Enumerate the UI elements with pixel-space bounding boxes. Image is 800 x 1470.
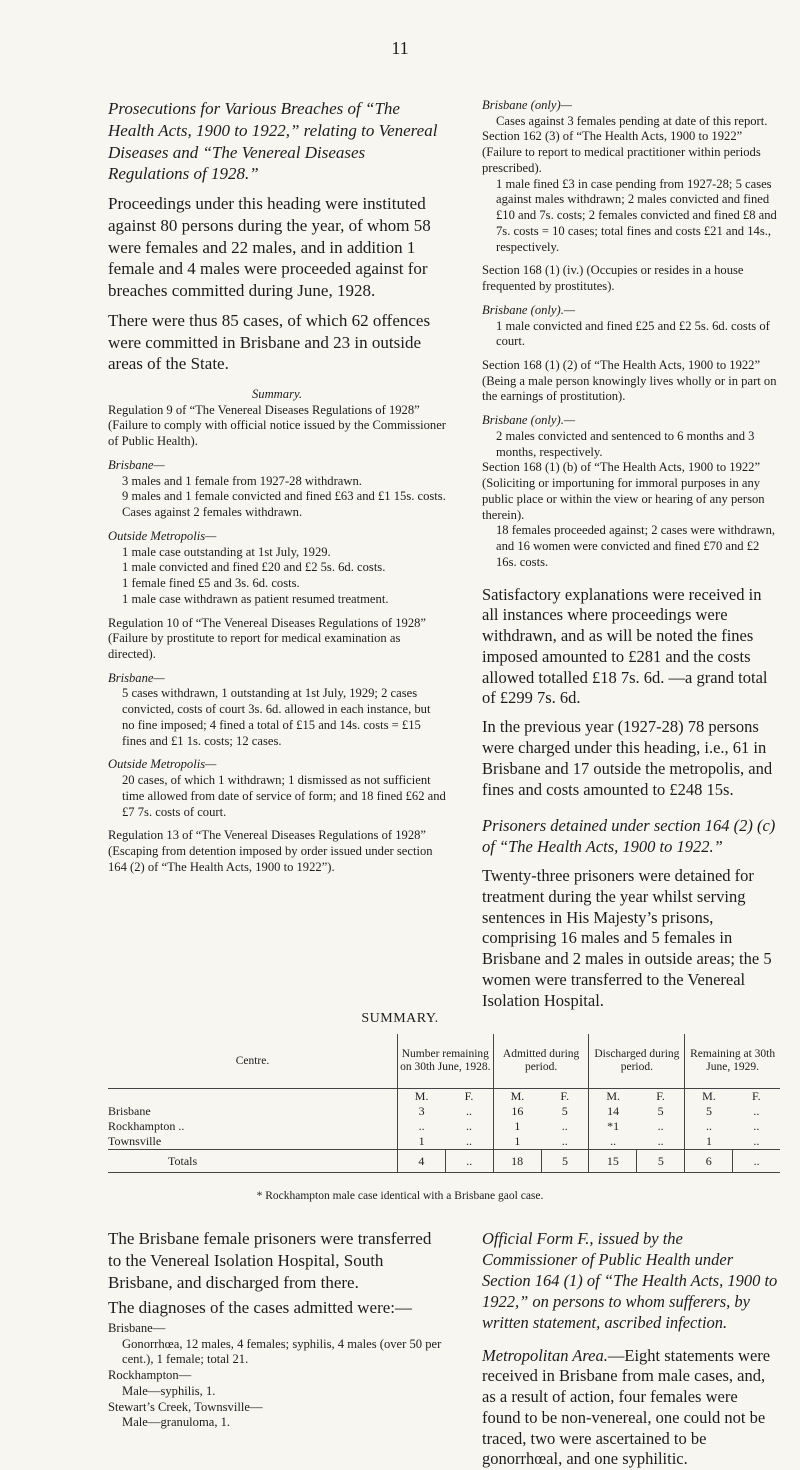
brisbane-only-label: Brisbane (only)—: [482, 98, 572, 112]
list-item: 20 cases, of which 1 withdrawn; 1 dismissed as not sufficient time allowed from date of service of form; and 18 fined £62 and £7 7s. costs of court.: [122, 773, 446, 819]
list-item: 3 males and 1 female from 1927-28 withdrawn.: [122, 473, 362, 488]
table-cell: ..: [657, 1134, 664, 1148]
table-cell: 3: [397, 1104, 445, 1119]
table-totals-row: [108, 1150, 780, 1173]
table-cell: ..: [753, 1134, 760, 1148]
paragraph: The Brisbane female prisoners were transferred to the Venereal Isolation Hospital, South Brisbane, and discharged from there.: [108, 1229, 432, 1292]
list-item: 1 male convicted and fined £25 and £2 5s. 6d. costs of court.: [496, 318, 770, 349]
list-item: 1 male case outstanding at 1st July, 1929.: [122, 544, 331, 559]
right-column: [482, 98, 780, 1011]
list-item: 9 males and 1 female convicted and fined £63 and £1 15s. costs.: [122, 489, 446, 504]
brisbane-only-label: Brisbane (only).—: [482, 413, 576, 428]
table-cell-centre: Townsville: [108, 1134, 162, 1148]
totals-label: Totals: [108, 1150, 397, 1173]
table-cell: M.: [685, 1089, 733, 1105]
table-cell: 5: [685, 1104, 733, 1119]
list-label: Stewart’s Creek, Townsville—: [108, 1399, 263, 1414]
table-cell: ..: [753, 1119, 760, 1133]
table-cell: 6: [685, 1150, 733, 1173]
list-item: 18 females proceeded against; 2 cases were withdrawn, and 16 women were convicted and fined £70 and £2 16s. costs.: [496, 523, 776, 569]
regulation-10: Regulation 10 of “The Venereal Diseases Regulations of 1928” (Failure by prostitute to report for medical examination as directed).: [108, 615, 427, 662]
table-cell: F.: [464, 1089, 474, 1103]
header-centre: Centre.: [108, 1034, 397, 1089]
table-cell: ..: [466, 1134, 472, 1148]
table-cell: ..: [753, 1104, 760, 1118]
table-cell: 4: [397, 1150, 445, 1173]
table-cell: F.: [560, 1089, 570, 1103]
table-cell: 5: [561, 1104, 568, 1118]
summary-label: Summary.: [251, 387, 303, 401]
regulation-13: Regulation 13 of “The Venereal Diseases Regulations of 1928” (Escaping from detention imposed by order issued under section 164 (2) of “The Health Acts, 1900 to 1922”).: [108, 828, 433, 874]
table-cell: ..: [466, 1119, 472, 1133]
metropolitan-label: Metropolitan Area.: [482, 1345, 608, 1365]
table-cell-centre: Brisbane: [108, 1104, 151, 1118]
table-cell: 1: [493, 1134, 541, 1150]
header-admitted: Admitted during period.: [493, 1034, 589, 1089]
list-item: 1 male convicted and fined £20 and £2 5s. 6d. costs.: [122, 560, 386, 575]
bottom-left-column: [108, 1228, 446, 1431]
right-summary-block: [482, 98, 780, 571]
list-item: 1 male case withdrawn as patient resumed treatment.: [122, 591, 389, 606]
table-footnote: * Rockhampton male case identical with a Brisbane gaol case.: [256, 1190, 544, 1202]
table-cell: 5: [541, 1150, 589, 1173]
outside-metropolis-label: Outside Metropolis—: [108, 757, 217, 772]
bottom-right-column: [482, 1228, 780, 1470]
table-cell: M.: [589, 1089, 637, 1105]
table-cell: *1: [589, 1119, 637, 1134]
brisbane-only-label: Brisbane (only).—: [482, 302, 576, 317]
summary-table-title: SUMMARY.: [361, 1011, 439, 1026]
table-cell-centre: Rockhampton ..: [108, 1119, 185, 1133]
list-item: Male—granuloma, 1.: [122, 1415, 231, 1430]
paragraph-previous-year: In the previous year (1927-28) 78 persons were charged under this heading, i.e., 61 in Brisbane and 17 outside the metropolis, and fines and costs amounted to £248 15s.: [482, 717, 773, 799]
list-item: 5 cases withdrawn, 1 outstanding at 1st July, 1929; 2 cases convicted, costs of court 3s. 6d. allowed in each instance, but no fine imposed; 4 fined a total of £15 and 14s. costs = £15 fines and £1 1s. costs; 12 cases.: [122, 686, 431, 748]
header-discharged: Discharged during period.: [589, 1034, 685, 1089]
table-cell: ..: [733, 1150, 780, 1173]
section-heading-prosecutions: Prosecutions for Various Breaches of “The Health Acts, 1900 to 1922,” relating to Venereal Diseases and “The Venereal Diseases Regulations of 1928.”: [108, 99, 438, 184]
paragraph-satisfactory: Satisfactory explanations were received in all instances where proceedings were withdrawn, and as will be noted the fines imposed amounted to £281 and the costs allowed totalled £18 7s. 6d. —a grand total of £299 7s. 6d.: [482, 584, 768, 708]
summary-table: [108, 1034, 780, 1173]
table-cell: M.: [493, 1089, 541, 1105]
list-item: Cases against 2 females withdrawn.: [122, 505, 303, 520]
summary-block: [108, 387, 446, 876]
header-remaining-1929: Remaining at 30th June, 1929.: [685, 1034, 780, 1089]
table-cell: 16: [493, 1104, 541, 1119]
table-cell: ..: [466, 1104, 472, 1118]
table-cell: 1: [493, 1119, 541, 1134]
table-cell: ..: [397, 1119, 445, 1134]
table-cell: 18: [493, 1150, 541, 1173]
section-heading-prisoners: Prisoners detained under section 164 (2) (c) of “The Health Acts, 1900 to 1922.”: [482, 816, 776, 857]
list-item: 2 males convicted and sentenced to 6 months and 3 months, respectively.: [496, 428, 755, 459]
paragraph-prisoners: Twenty-three prisoners were detained for treatment during the year whilst serving sentences in His Majesty’s prisons, comprising 16 males and 5 females in Brisbane and 2 males in outside areas; the 5 women were transferred to the Venereal Isolation Hospital.: [482, 865, 772, 1010]
paragraph-metropolitan: [482, 1346, 780, 1470]
left-column: [108, 98, 446, 876]
list-item: Gonorrhœa, 12 males, 4 females; syphilis, 4 males (over 50 per cent.), 1 female; total 21.: [122, 1336, 442, 1367]
list-item: 1 female fined £5 and 3s. 6d. costs.: [122, 576, 300, 591]
diagnoses-list: [108, 1321, 446, 1431]
brisbane-label: Brisbane—: [108, 457, 165, 472]
list-item: Cases against 3 females pending at date of this report.: [496, 113, 768, 128]
section-168-2: Section 168 (1) (2) of “The Health Acts, 1900 to 1922” (Being a male person knowingly lives wholly or in part on the earnings of prostitution).: [482, 358, 777, 404]
table-row: [108, 1119, 780, 1134]
paragraph: The diagnoses of the cases admitted were:—: [108, 1298, 413, 1318]
section-168-iv: Section 168 (1) (iv.) (Occupies or resides in a house frequented by prostitutes).: [482, 263, 744, 294]
table-row: [108, 1104, 780, 1119]
list-label: Rockhampton—: [108, 1368, 192, 1383]
table-cell: ..: [445, 1150, 493, 1173]
header-remaining-1928: Number remaining on 30th June, 1928.: [397, 1034, 493, 1089]
table-cell: F.: [656, 1089, 665, 1103]
table-cell: ..: [561, 1134, 568, 1148]
list-item: Male—syphilis, 1.: [122, 1383, 216, 1398]
metropolitan-text: —Eight statements were received in Brisbane from male cases, and, as a result of action, four females were found to be non-venereal, one could not be traced, two were ascertained to be gonorrhœal, and one syphilitic.: [482, 1345, 771, 1469]
table-cell: F.: [751, 1089, 761, 1103]
list-label: Brisbane—: [108, 1321, 166, 1335]
section-heading-official-form: Official Form F., issued by the Commissioner of Public Health under Section 164 (1) of “The Health Acts, 1900 to 1922,” on persons to whom sufferers, by written statement, ascribed infection.: [482, 1229, 778, 1333]
section-168-b: Section 168 (1) (b) of “The Health Acts, 1900 to 1922” (Soliciting or importuning for immoral purposes in any public place or within the view or hearing of any person therein).: [482, 460, 765, 522]
table-subheader-row: [108, 1089, 780, 1105]
table-cell: 5: [657, 1104, 664, 1118]
regulation-9: Regulation 9 of “The Venereal Diseases Regulations of 1928” (Failure to comply with official notice issued by the Commissioner of Public Health).: [108, 402, 446, 449]
paragraph: There were thus 85 cases, of which 62 offences were committed in Brisbane and 23 in outside areas of the State.: [108, 310, 431, 374]
page-number: 11: [391, 38, 409, 58]
brisbane-label: Brisbane—: [108, 670, 165, 685]
table-cell: 15: [589, 1150, 637, 1173]
paragraph: Proceedings under this heading were instituted against 80 persons during the year, of whom 58 were females and 22 males, and in addition 1 female and 4 males were proceeded against for breaches committed during June, 1928.: [108, 194, 431, 300]
table-cell: ..: [589, 1134, 637, 1150]
section-162: Section 162 (3) of “The Health Acts, 1900 to 1922” (Failure to report to medical practitioner within periods prescribed).: [482, 129, 761, 175]
table-cell: ..: [685, 1119, 733, 1134]
outside-metropolis-label: Outside Metropolis—: [108, 528, 217, 543]
table-cell: 1: [685, 1134, 733, 1150]
table-cell: 5: [637, 1150, 685, 1173]
table-cell: ..: [657, 1119, 664, 1133]
list-item: 1 male fined £3 in case pending from 1927-28; 5 cases against males withdrawn; 2 males convicted and fined £10 and 7s. costs; 2 females convicted and fined £8 and 7s. costs = 10 cases; total fines and costs £21 and 14s., respectively.: [496, 176, 777, 254]
table-cell: M.: [397, 1089, 445, 1105]
table-cell: ..: [561, 1119, 568, 1133]
table-cell: 1: [397, 1134, 445, 1150]
table-row: [108, 1134, 780, 1150]
table-cell: 14: [589, 1104, 637, 1119]
